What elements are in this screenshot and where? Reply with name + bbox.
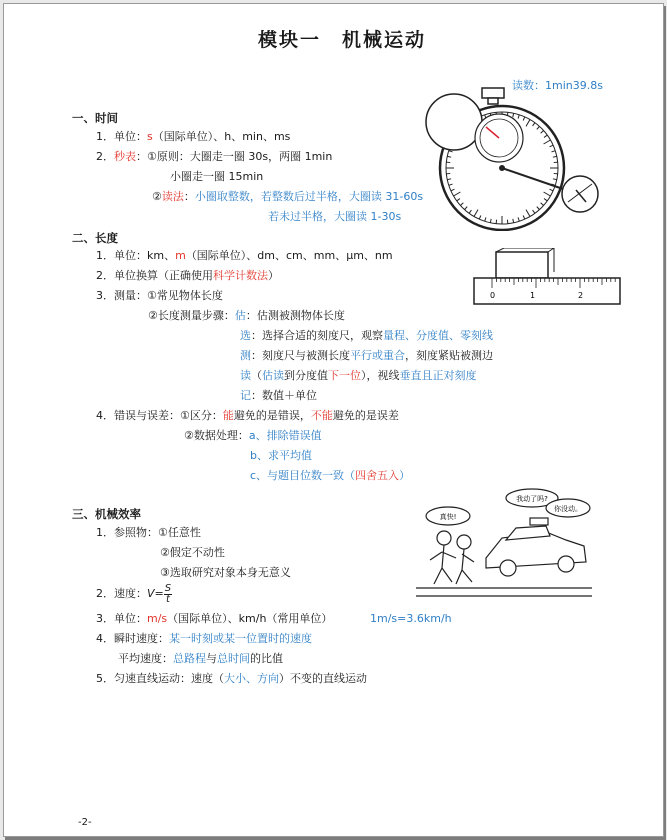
speed-formula-line: 2．速度：V= $\frac{S}{t}$ [96, 582, 172, 605]
reference-line-3: ③选取研究对象本身无意义 [160, 566, 291, 579]
stopwatch-rule-line: 2．秒表：①原则：大圈走一圈 30s，两圈 1min [96, 150, 333, 163]
reading-method-line: ②读法：小圈取整数，若整数后过半格，大圈读 31-60s [152, 190, 424, 203]
reference-line: 1．参照物：①任意性 [96, 526, 201, 539]
data-processing-line: ②数据处理：a、排除错误值 [184, 429, 322, 442]
average-speed-line: 平均速度：总路程与总时间的比值 [118, 652, 283, 665]
section-length-heading: 二、长度 [72, 231, 118, 245]
measure-line: 3．测量：①常见物体长度 [96, 289, 223, 302]
ruler [474, 278, 620, 304]
section-time-heading: 一、时间 [72, 111, 118, 125]
reading-method-line-2: 若未过半格，大圈读 1-30s [268, 210, 402, 223]
page-title: 模块一 机械运动 [258, 29, 427, 51]
bubble-you-did-not-move: 你没动。 [554, 505, 582, 513]
measure-step-read: 读（估读到分度值下一位），视线垂直且正对刻度 [240, 369, 477, 382]
child-1 [437, 531, 451, 545]
instant-speed-line: 4．瞬时速度：某一时刻或某一位置时的速度 [96, 632, 312, 645]
ruler-label-1: 1 [530, 291, 536, 300]
measure-step-measure: 测：刻度尺与被测长度平行或重合，刻度紧贴被测边 [240, 349, 493, 362]
measure-step-estimate: ②长度测量步骤：估：估测被测物体长度 [148, 309, 345, 322]
measured-block [496, 252, 548, 278]
stopwatch-illustration [424, 86, 614, 231]
time-unit-line: 1．单位：s（国际单位）、h、min、ms [96, 130, 291, 143]
data-processing-c: c、与题目位数一致（四舍五入） [250, 469, 411, 482]
speed-fraction: $\frac{S}{t}$ [164, 582, 172, 605]
ruler-illustration [472, 248, 622, 310]
measure-step-select: 选：选择合适的刻度尺，观察量程、分度值、零刻线 [240, 329, 493, 342]
reference-line-2: ②假定不动性 [160, 546, 225, 559]
ruler-label-0: 0 [490, 291, 496, 300]
speed-unit-line: 3．单位：m/s（国际单位）、km/h（常用单位） [96, 612, 333, 625]
measure-step-record: 记：数值＋单位 [240, 389, 317, 402]
uniform-motion-line: 5．匀速直线运动：速度（大小、方向）不变的直线运动 [96, 672, 367, 685]
small-dial-line: 小圈走一圈 15min [170, 170, 264, 183]
child-2 [457, 535, 471, 549]
length-unit-line: 1．单位：km、m（国际单位）、dm、cm、mm、μm、nm [96, 249, 393, 262]
notes-page [3, 3, 664, 837]
section-motion-heading: 三、机械效率 [72, 507, 141, 521]
unit-conversion-line: 2．单位换算（正确使用科学计数法） [96, 269, 279, 282]
ruler-label-2: 2 [578, 291, 584, 300]
bubble-did-i-move: 我动了吗? [516, 495, 548, 503]
page-number: -2- [78, 817, 92, 828]
magnifier-left [426, 94, 482, 150]
error-distinction-line: 4．错误与误差：①区分：能避免的是错误，不能避免的是误差 [96, 409, 399, 422]
unit-conversion-note: 1m/s=3.6km/h [370, 612, 452, 625]
stopwatch-reading: 读数：1min39.8s [512, 79, 603, 92]
reference-frame-cartoon [416, 488, 592, 600]
bubble-so-fast: 真快! [439, 513, 457, 521]
data-processing-b: b、求平均值 [250, 449, 312, 462]
